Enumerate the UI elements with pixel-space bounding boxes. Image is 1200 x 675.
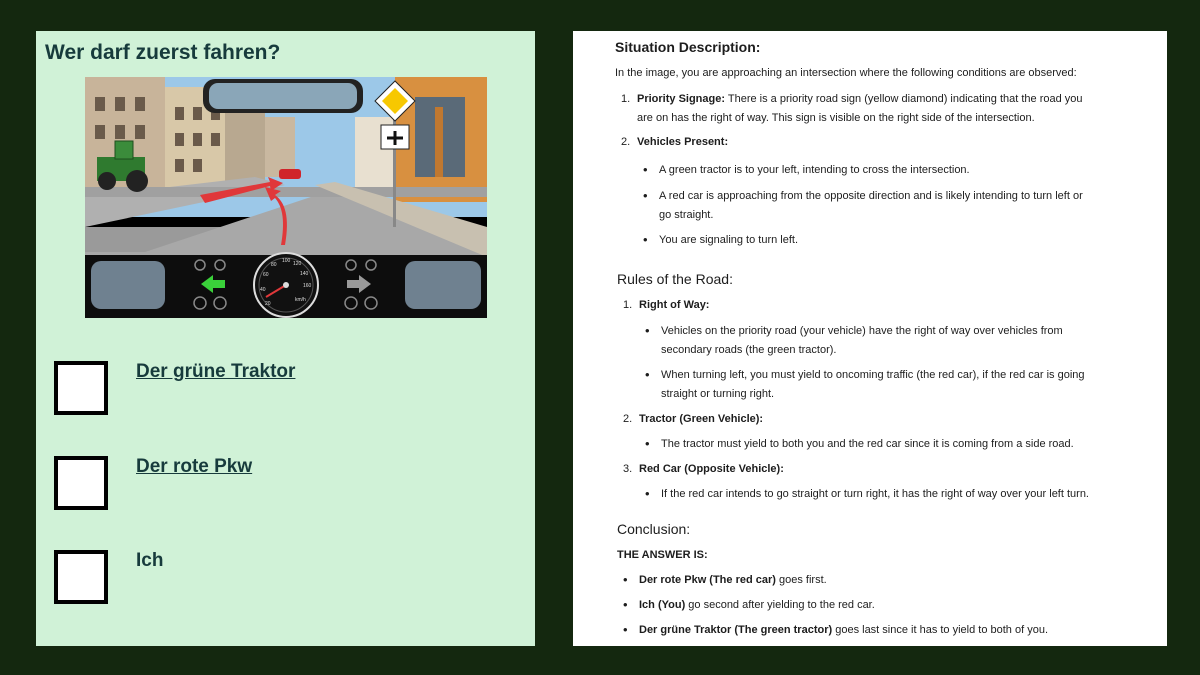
explanation-panel: Situation Description: In the image, you are approaching an intersection where the following conditions are observed: 1. Priority Signage: There is a priority road sign (yellow diamond) indicating that the road you are on has the right of way. This sign is visible on the right side of the intersection. 2. Vehicles Present: • A green tractor is to your left, intending to cross the intersection. • A red car is approaching from the opposite direction and is likely intending to turn left or go straight. • You are signaling to turn left. Rules of the Road: 1. Right of Way: • Vehicles on the priority road (your vehicle) have the right of way over vehicles from secondary roads (the green tractor). • When turning left, you must yield to oncoming traffic (the red car), if the red car is going straight or turning right. 2. Tractor (Green Vehicle): • The tractor must yield to both you and the red car since it is coming from a side road. 3. Red Car (Opposite Vehicle): • If the red car intends to go straight or turn right, it has the right of way over your left turn. Conclusion: THE ANSWER IS: • Der rote Pkw (The red car) goes first. • Ich (You) go second after yielding to the red car. • Der grüne Traktor (The green tractor) goes last since it has to yield to both of you. [573, 31, 1167, 646]
list-item: Der rote Pkw (The red car) goes first. [639, 574, 827, 586]
quiz-panel [36, 31, 535, 646]
conclusion-heading: Conclusion: [617, 521, 691, 537]
quiz-title: Wer darf zuerst fahren? [45, 41, 281, 64]
speedometer-icon [254, 253, 318, 317]
svg-text:120: 120 [293, 261, 302, 267]
answer-label: THE ANSWER IS: [617, 549, 708, 561]
answer-option-tractor[interactable] [54, 361, 514, 421]
list-item: A red car is approaching from the opposite direction and is likely intending to turn left or [659, 190, 1083, 202]
right-of-way-heading: Right of Way: [639, 299, 710, 311]
list-item: Der grüne Traktor (The green tractor) goes last since it has to yield to both of you. [639, 624, 1049, 636]
list-item: Vehicles on the priority road (your vehicle) have the right of way over vehicles from [661, 325, 1063, 337]
list-item: Ich (You) go second after yielding to the red car. [639, 599, 875, 611]
svg-text:40: 40 [260, 287, 266, 293]
svg-text:60: 60 [263, 272, 269, 278]
situation-intro: In the image, you are approaching an intersection where the following conditions are observed: [615, 67, 1077, 79]
answer-label-red-car[interactable]: Der rote Pkw [136, 456, 253, 477]
svg-text:20: 20 [265, 301, 271, 307]
answer-checkbox-tractor[interactable] [54, 361, 108, 415]
priority-signage-item: Priority Signage: There is a priority road sign (yellow diamond) indicating that the road you [637, 93, 1083, 105]
svg-text:140: 140 [300, 271, 309, 277]
answer-checkbox-me[interactable] [54, 550, 108, 604]
answer-option-red-car[interactable] [54, 456, 514, 516]
list-item: The tractor must yield to both you and the red car since it is coming from a side road. [661, 438, 1074, 450]
vehicles-present-heading: Vehicles Present: [637, 136, 729, 148]
svg-text:160: 160 [303, 283, 312, 289]
tractor-rule-heading: Tractor (Green Vehicle): [639, 413, 764, 425]
list-item: A green tractor is to your left, intending to cross the intersection. [659, 164, 970, 176]
answer-label-me[interactable]: Ich [136, 550, 164, 571]
answer-option-me[interactable] [54, 550, 514, 610]
svg-text:80: 80 [271, 262, 277, 268]
red-car-rule-heading: Red Car (Opposite Vehicle): [639, 463, 784, 475]
list-item: When turning left, you must yield to oncoming traffic (the red car), if the red car is going [661, 369, 1085, 381]
answer-label-tractor[interactable]: Der grüne Traktor [136, 361, 296, 382]
svg-text:100: 100 [282, 258, 291, 264]
list-item: You are signaling to turn left. [659, 234, 799, 246]
answer-checkbox-red-car[interactable] [54, 456, 108, 510]
rules-heading: Rules of the Road: [617, 271, 733, 287]
situation-heading: Situation Description: [615, 39, 761, 55]
driving-scene-image [85, 77, 487, 318]
svg-text:km/h: km/h [295, 297, 306, 303]
list-item: If the red car intends to go straight or turn right, it has the right of way over your left turn. [661, 488, 1089, 500]
